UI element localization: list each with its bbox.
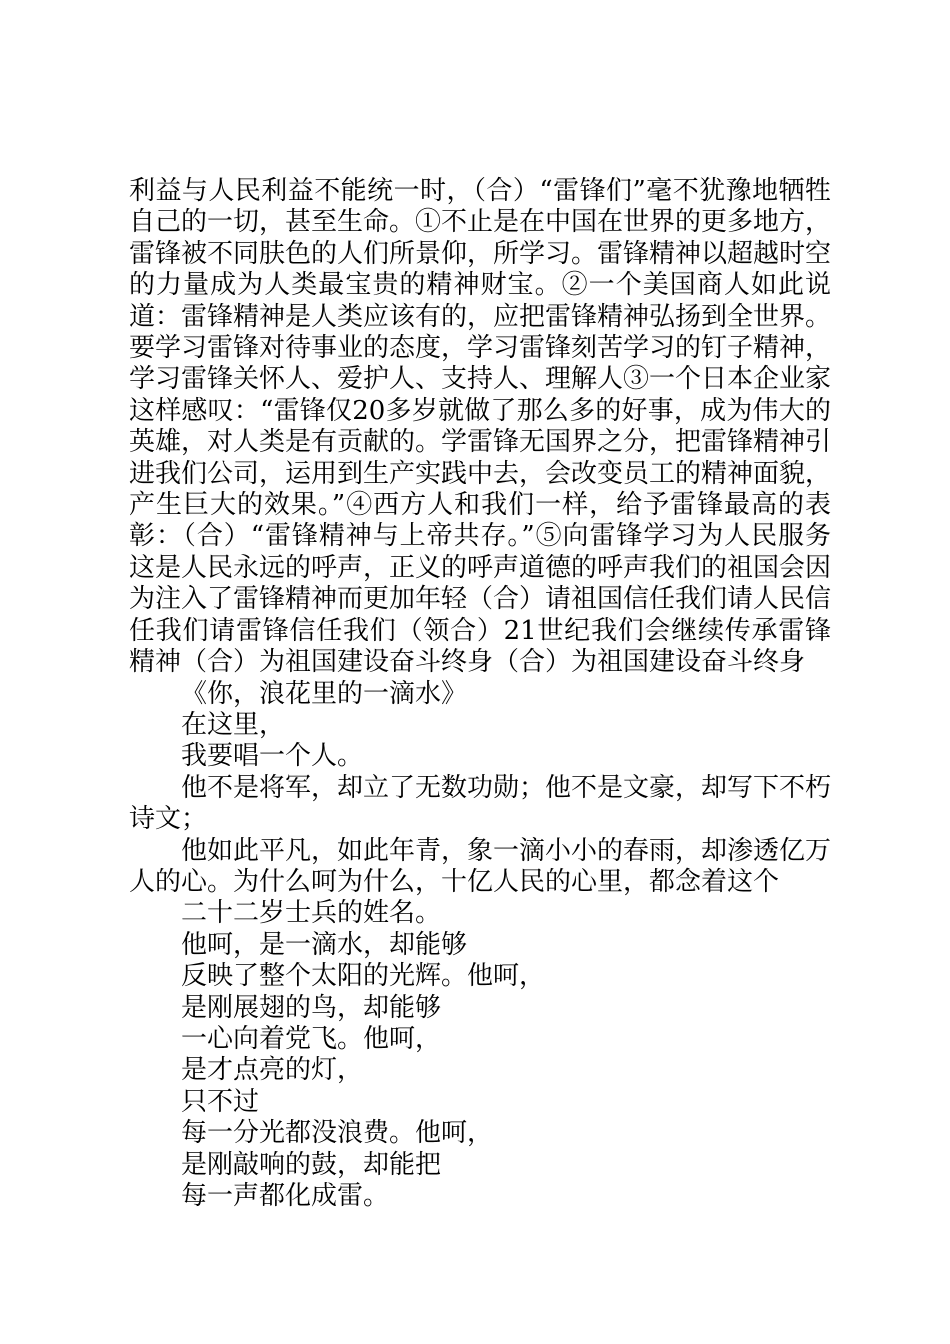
poem-line: 他不是将军，却立了无数功勋；他不是文豪，却写下不朽诗文； — [129, 772, 832, 835]
poem-line: 二十二岁士兵的姓名。 — [181, 898, 442, 929]
poem-title: 《你，浪花里的一滴水》 — [181, 678, 468, 709]
poem-line: 只不过 — [181, 1086, 260, 1117]
poem-line: 每一声都化成雷。 — [181, 1181, 390, 1211]
poem-line: 我要唱一个人。 — [181, 741, 364, 772]
document-body — [129, 176, 831, 1212]
poem-line: 是才点亮的灯， — [181, 1055, 364, 1086]
poem-line: 一心向着党飞。他呵， — [181, 1023, 442, 1054]
poem-line: 每一分光都没浪费。他呵， — [181, 1118, 494, 1149]
poem-line: 他如此平凡，如此年青，象一滴小小的春雨，却渗透亿万人的心。为什么呵为什么，十亿人民的心里，都念着这个 — [129, 835, 832, 897]
poem-line: 是刚展翅的鸟，却能够 — [181, 992, 442, 1023]
poem-line: 在这里， — [181, 709, 286, 740]
poem-line: 他呵，是一滴水，却能够 — [181, 929, 468, 960]
poem-line: 反映了整个太阳的光辉。他呵， — [181, 961, 546, 992]
poem-line: 是刚敲响的鼓，却能把 — [181, 1149, 442, 1180]
body-paragraph: 利益与人民利益不能统一时，（合）“雷锋们”毫不犹豫地牺牲自己的一切，甚至生命。①不止是在中国在世界的更多地方，雷锋被不同肤色的人们所景仰，所学习。雷锋精神以超越时空的力量成为人类最宝贵的精神财宝。②一个美国商人如此说道：雷锋精神是人类应该有的，应把雷锋精神弘扬到全世界。要学习雷锋对待事业的态度，学习雷锋刻苦学习的钉子精神，学习雷锋关怀人、爱护人、支持人、理解人③一个日本企业家这样感叹：“雷锋仅20多岁就做了那么多的好事，成为伟大的英雄，对人类是有贡献的。学雷锋无国界之分，把雷锋精神引进我们公司，运用到生产实践中去，会改变员工的精神面貌，产生巨大的效果。”④西方人和我们一样，给予雷锋最高的表彰：（合）“雷锋精神与上帝共存。”⑤向雷锋学习为人民服务这是人民永远的呼声，正义的呼声道德的呼声我们的祖国会因为注入了雷锋精神而更加年轻（合）请祖国信任我们请人民信任我们请雷锋信任我们（领合）21世纪我们会继续传承雷锋精神（合）为祖国建设奋斗终身（合）为祖国建设奋斗终身 — [129, 176, 832, 678]
